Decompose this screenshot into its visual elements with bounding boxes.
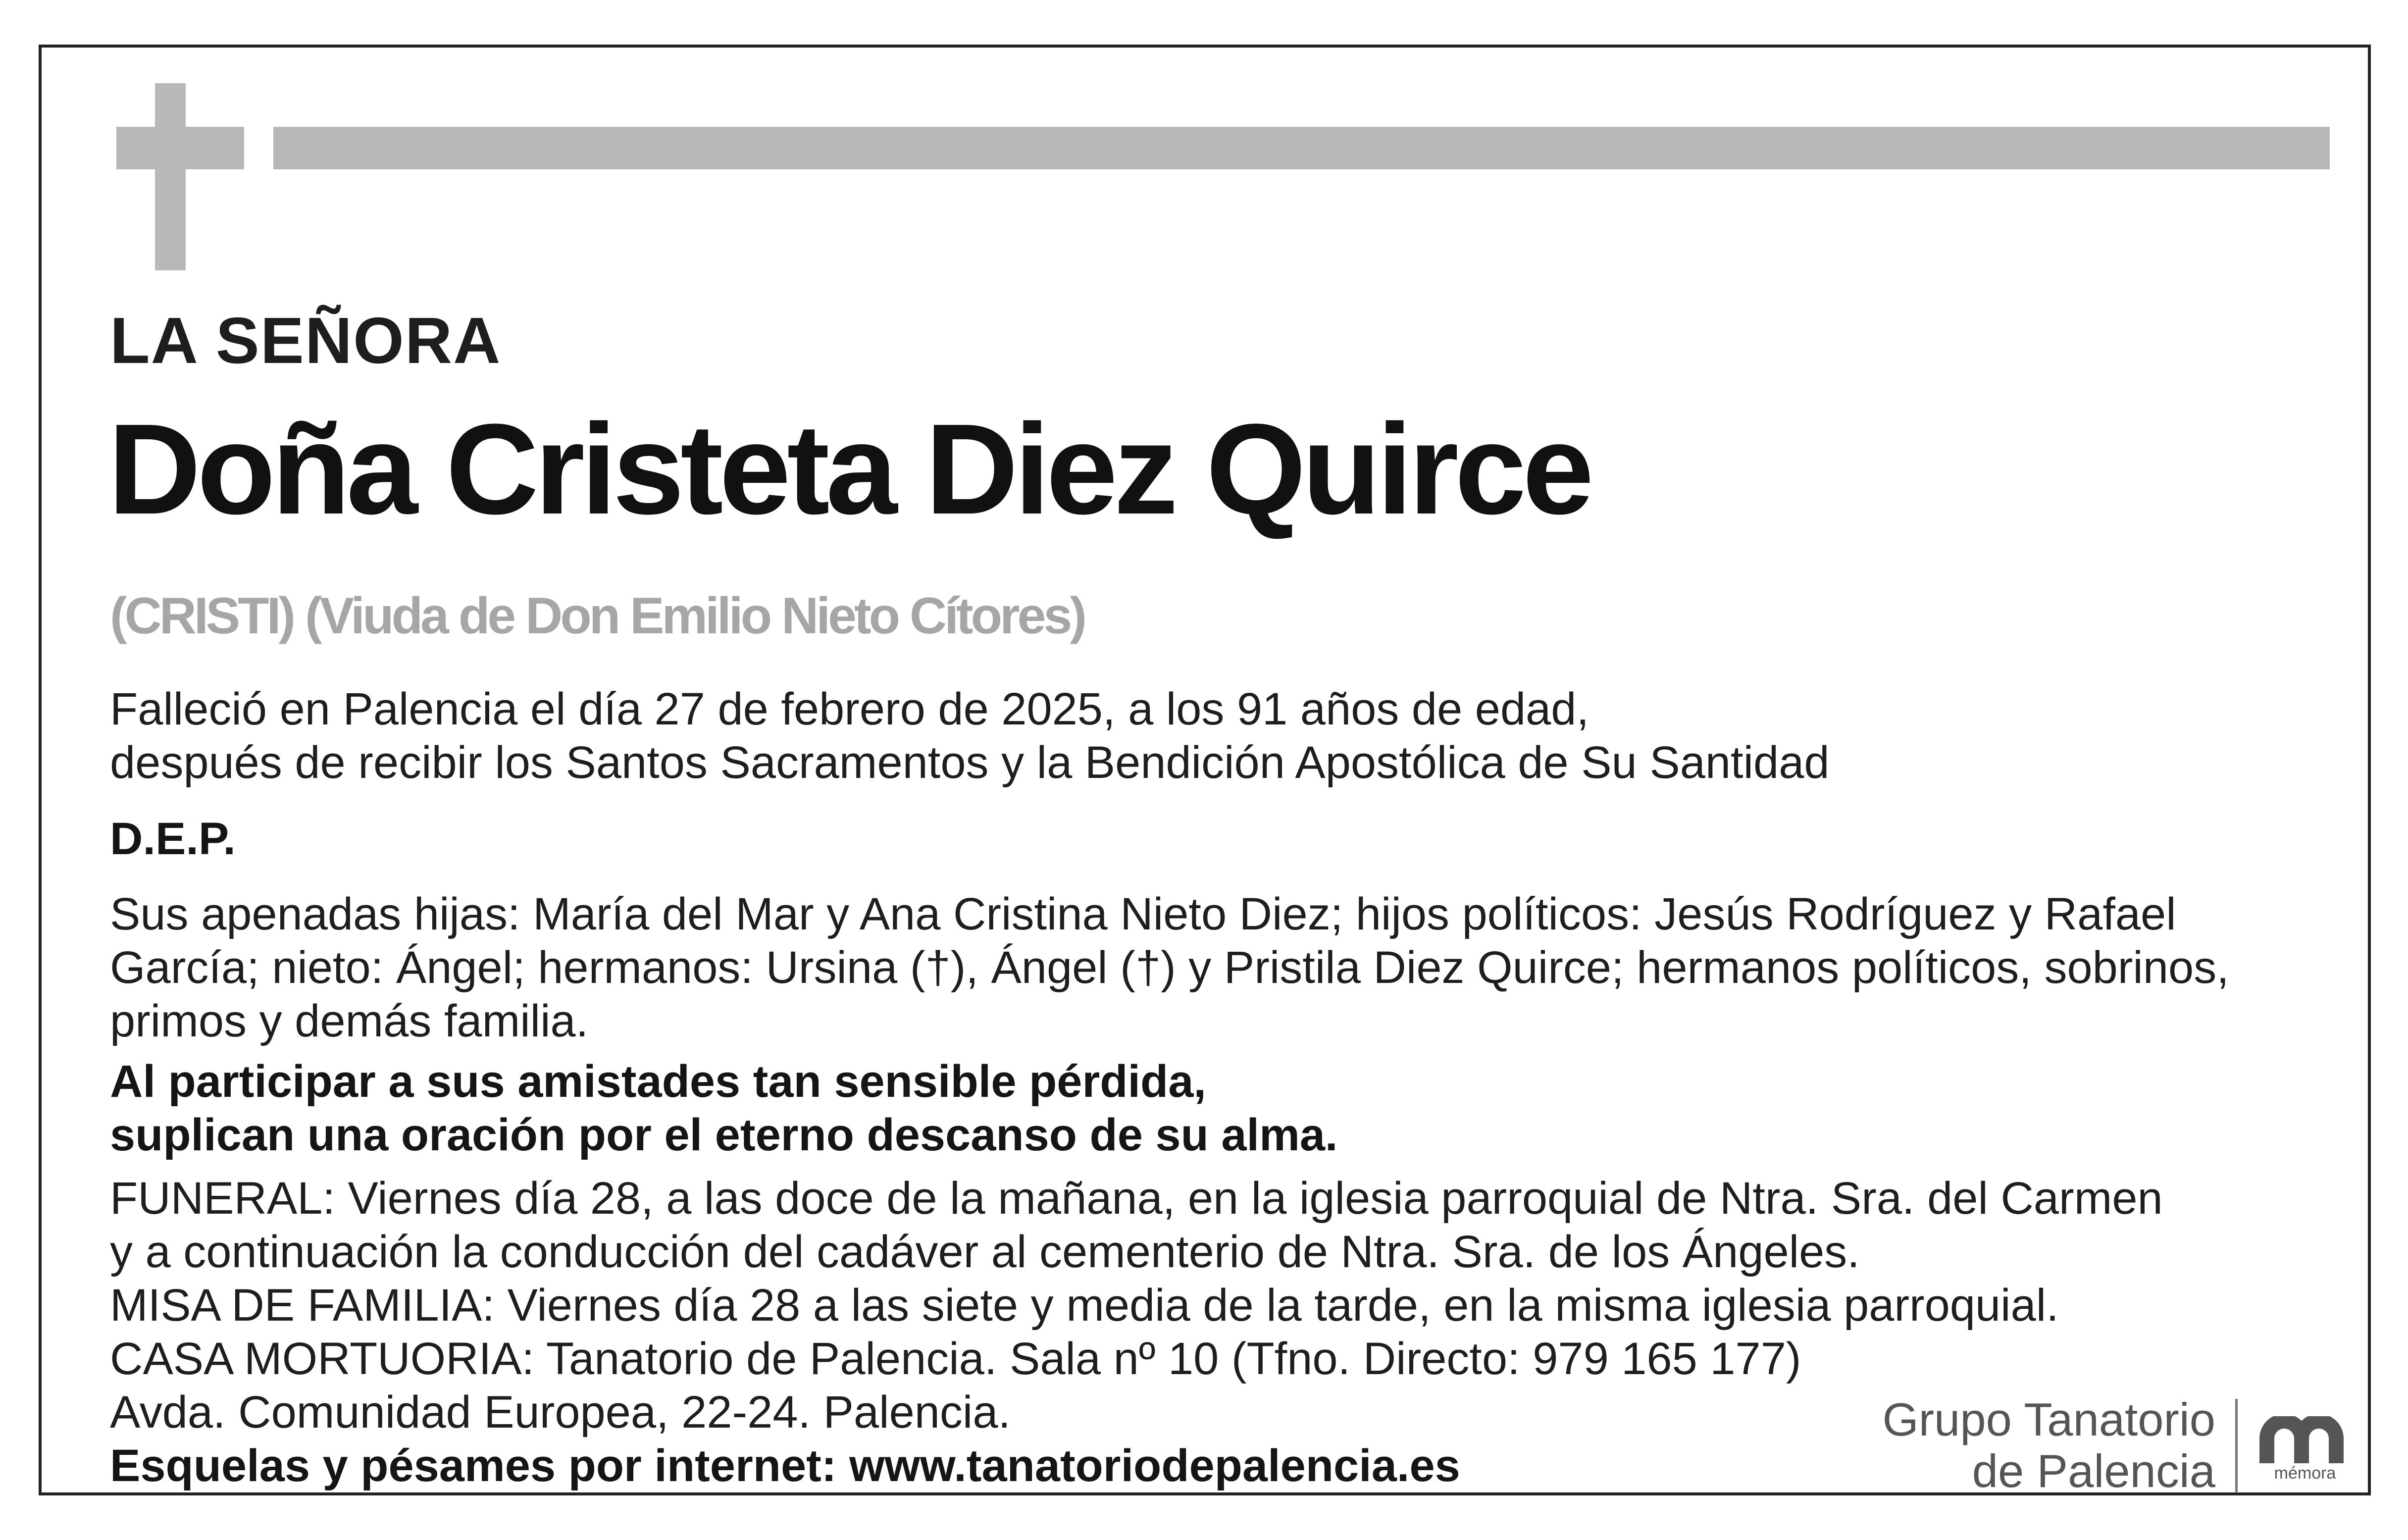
logo-divider <box>2235 1399 2238 1493</box>
death-line-2: después de recibir los Santos Sacramentos y la Bendición Apostólica de Su Santidad <box>110 737 1830 788</box>
internet-line: Esquelas y pésames por internet: www.tanatoriodepalencia.es <box>110 1440 1460 1491</box>
request-line-2: suplican una oración por el eterno descanso de su alma. <box>110 1110 1338 1160</box>
deceased-nickname: (CRISTI) (Viuda de Don Emilio Nieto Cítores) <box>110 587 1084 645</box>
family-line-1: Sus apenadas hijas: María del Mar y Ana Cristina Nieto Diez; hijos políticos: Jesús Rodríguez y Rafael <box>110 889 2176 939</box>
cross-icon-vertical <box>155 83 186 270</box>
cross-icon-horizontal <box>116 127 244 169</box>
mass-line: MISA DE FAMILIA: Viernes día 28 a las siete y media de la tarde, en la misma iglesia parroquial. <box>110 1280 2059 1331</box>
group-name-line-1: Grupo Tanatorio <box>1882 1393 2215 1445</box>
title-prefix: LA SEÑORA <box>110 304 502 377</box>
family-line-2: García; nieto: Ángel; hermanos: Ursina (†), Ángel (†) y Pristila Diez Quirce; hermanos políticos, sobrinos, <box>110 942 2229 993</box>
request-line-1: Al participar a sus amistades tan sensible pérdida, <box>110 1056 1206 1107</box>
group-name-line-2: de Palencia <box>1972 1445 2215 1497</box>
logo-label: mémora <box>2274 1464 2336 1483</box>
house-line: CASA MORTUORIA: Tanatorio de Palencia. Sala nº 10 (Tfno. Directo: 979 165 177) <box>110 1334 1801 1384</box>
address-line: Avda. Comunidad Europea, 22-24. Palencia. <box>110 1387 1011 1437</box>
dep-label: D.E.P. <box>110 814 236 864</box>
group-name <box>1883 1394 2215 1497</box>
funeral-line-2: y a continuación la conducción del cadáver al cementerio de Ntra. Sra. de los Ángeles. <box>110 1227 1860 1277</box>
funeral-line-1: FUNERAL: Viernes día 28, a las doce de la mañana, en la iglesia parroquial de Ntra. Sra. del Carmen <box>110 1173 2163 1224</box>
death-line-1: Falleció en Palencia el día 27 de febrero de 2025, a los 91 años de edad, <box>110 684 1589 734</box>
header-bar <box>273 127 2330 169</box>
family-line-3: primos y demás familia. <box>110 996 589 1046</box>
deceased-name: Doña Cristeta Diez Quirce <box>108 398 1590 541</box>
